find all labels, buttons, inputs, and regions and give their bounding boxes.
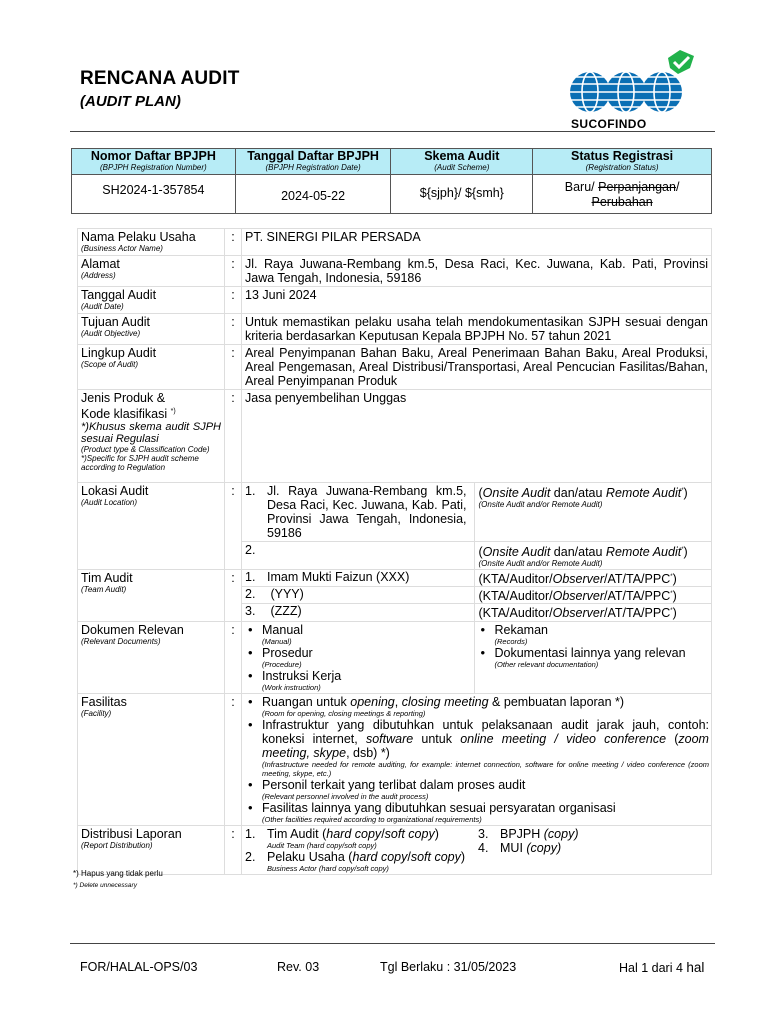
row-report-distribution: Distribusi Laporan (Report Distribution) : 1. Tim Audit (hard copy/soft copy) Audit Team (hard copy/soft copy) 2. Pelaku Usaha (hard copy/soft copy) Business Actor (hard copy/soft copy) 3. BPJPH (copy) 4. MUI (copy) xyxy=(78,825,712,874)
team-role-1: (KTA/Auditor/Observer/AT/TA/PPC*) xyxy=(474,570,711,587)
footer-divider xyxy=(70,943,715,944)
footer-revision: Rev. 03 xyxy=(277,960,320,974)
reg-scheme-value: ${sjph}/ ${smh} xyxy=(391,175,533,214)
page-title: RENCANA AUDIT xyxy=(80,68,240,89)
row-product-type: Jenis Produk & Kode klasifikasi *) *)Khusus skema audit SJPH sesuai Regulasi (Product type & Classification Code) *)Specific for SJPH audit scheme according to Regulation : Jasa penyembelihan Unggas xyxy=(78,390,712,483)
location-2-mode: (Onsite Audit dan/atau Remote Audit*) (Onsite Audit and/or Remote Audit) xyxy=(478,545,688,569)
row-audit-objective: Tujuan Audit (Audit Objective) : Untuk memastikan pelaku usaha telah mendokumentasikan SJPH sesuai dengan kriteria berdasarkan Keputusan Kepala BPJPH No. 57 tahun 2021 xyxy=(78,314,712,345)
team-role-3: (KTA/Auditor/Observer/AT/TA/PPC*) xyxy=(478,606,677,621)
team-member-2: 2. (YYY) xyxy=(242,587,474,604)
note-delete-en: *) Delete unnecessary xyxy=(73,882,137,889)
location-2: 2. xyxy=(242,542,474,570)
audit-objective-value: Untuk memastikan pelaku usaha telah mendokumentasikan SJPH sesuai dengan kriteria berdasarkan Keputusan Kepala BPJPH No. 57 tahun 2021 xyxy=(242,314,712,345)
row-address: Alamat (Address) : Jl. Raya Juwana-Rembang km.5, Desa Raci, Kec. Juwana, Kab. Pati, Provinsi Jawa Tengah, Indonesia, 59186 xyxy=(78,256,712,287)
audit-date-value: 13 Juni 2024 xyxy=(242,287,712,314)
reg-number-value: SH2024-1-357854 xyxy=(72,175,236,214)
audit-scope-value: Areal Penyimpanan Bahan Baku, Areal Penerimaan Bahan Baku, Areal Produksi, Areal Pengemasan, Areal Distribusi/Transportasi, Areal Pencucian Fasilitas/Bahan, Areal Penyimpanan Produk xyxy=(242,345,712,390)
facility-item-infrastructure: • Infrastruktur yang dibutuhkan untuk pelaksanaan audit jarak jauh, contoh: koneksi internet, software untuk online meeting / video conference (zoom meeting, skype, dsb) *) (Infrastructure needed for remote auditing, for example: internet connection, software for online meeting / video conference (zoom meeting, skype, etc.) xyxy=(244,718,709,778)
doc-item-records: • Rekaman (Records) xyxy=(477,623,710,646)
documents-right xyxy=(474,622,711,693)
team-member-1: 1. Imam Mukti Faizun (XXX) xyxy=(242,570,474,587)
footer-doc-code: FOR/HALAL-OPS/03 xyxy=(80,960,198,974)
distribution-left: 1. Tim Audit (hard copy/soft copy) Audit Team (hard copy/soft copy) 2. Pelaku Usaha (hard copy/soft copy) Business Actor (hard copy/soft copy) xyxy=(245,826,466,873)
row-audit-team: Tim Audit (Team Audit) : 1. Imam Mukti Faizun (XXX) (KTA/Auditor/Observer/AT/TA/PPC*) 2. (YYY) (KTA/Auditor/Observer/AT/TA/PPC*) 3. (ZZZ) (KTA/Auditor/Observer/AT/TA/PPC*) xyxy=(78,570,712,621)
documents-left xyxy=(242,622,474,693)
row-business-actor: Nama Pelaku Usaha (Business Actor Name) : PT. SINERGI PILAR PERSADA xyxy=(78,229,712,256)
doc-item-procedure: • Prosedur (Procedure) xyxy=(244,646,472,669)
reg-date-value: 2024-05-22 xyxy=(235,175,391,214)
address-value: Jl. Raya Juwana-Rembang km.5, Desa Raci, Kec. Juwana, Kab. Pati, Provinsi Jawa Tengah, Indonesia, 59186 xyxy=(242,256,712,287)
doc-item-manual: • Manual (Manual) xyxy=(244,623,472,646)
location-1: 1. Jl. Raya Juwana-Rembang km.5, Desa Raci, Kec. Juwana, Kab. Pati, Provinsi Jawa Tengah, Indonesia, 59186 xyxy=(242,483,474,542)
team-role-2: (KTA/Auditor/Observer/AT/TA/PPC*) xyxy=(474,587,711,604)
reg-header-status: Status Registrasi (Registration Status) xyxy=(533,149,712,175)
facility-item-personnel: • Personil terkait yang terlibat dalam proses audit (Relevant personnel involved in the audit process) xyxy=(244,778,709,801)
reg-header-scheme: Skema Audit (Audit Scheme) xyxy=(391,149,533,175)
distribution-right: 3. BPJPH (copy) 4. MUI (copy) xyxy=(478,826,579,855)
registration-table xyxy=(71,148,712,214)
row-audit-date: Tanggal Audit (Audit Date) : 13 Juni 2024 xyxy=(78,287,712,314)
row-facility: Fasilitas (Facility) : • Ruangan untuk opening, closing meeting & pembuatan laporan *) (Room for opening, closing meetings & reporting) • Infrastruktur yang dibutuhkan untuk pelaksanaan audit jarak jauh, contoh: koneksi internet, software untuk online meeting / video conference (zoom meeting, skype, dsb) *) (Infrastructure needed for remote auditing, for example: internet connection, software for online meeting / video conference (zoom meeting, skype, etc.) • Personil terkait yang terlibat dalam proses audit (Relevant personnel involved in the audit process) • Fasilitas lainnya yang dibutuhkan sesuai persyaratan organisasi (Other facilities required according to organizational requirements) xyxy=(78,693,712,825)
doc-item-work-instruction: • Instruksi Kerja (Work instruction) xyxy=(244,669,472,692)
reg-status-value: Baru/ Perpanjangan/ Perubahan xyxy=(533,175,712,214)
facility-item-room: • Ruangan untuk opening, closing meeting & pembuatan laporan *) (Room for opening, closing meetings & reporting) xyxy=(244,695,709,718)
product-type-value: Jasa penyembelihan Unggas xyxy=(242,390,712,483)
header-divider xyxy=(70,131,715,132)
note-delete-id: *) Hapus yang tidak perlu xyxy=(73,869,163,878)
team-member-3: 3. (ZZZ) xyxy=(242,604,474,621)
page-subtitle: (AUDIT PLAN) xyxy=(80,93,181,110)
doc-item-other: • Dokumentasi lainnya yang relevan (Other relevant documentation) xyxy=(477,646,710,669)
facility-item-other: • Fasilitas lainnya yang dibutuhkan sesuai persyaratan organisasi (Other facilities required according to organizational requirements) xyxy=(244,801,709,824)
row-relevant-documents: Dokumen Relevan (Relevant Documents) : • Manual (Manual) • Prosedur (Procedure) • Instruksi Kerja (Work instruction) • Rekaman (Records) • Dokumentasi lainnya yang relevan (Other relevant documentation) xyxy=(78,621,712,693)
logo-text: SUCOFINDO xyxy=(571,117,647,131)
reg-header-number: Nomor Daftar BPJPH (BPJPH Registration Number) xyxy=(72,149,236,175)
footer-effective-date: Tgl Berlaku : 31/05/2023 xyxy=(380,960,517,974)
location-1-mode: (Onsite Audit dan/atau Remote Audit*) (Onsite Audit and/or Remote Audit) xyxy=(474,483,711,542)
audit-plan-table xyxy=(77,228,712,875)
business-actor-value: PT. SINERGI PILAR PERSADA xyxy=(242,229,712,256)
row-audit-scope: Lingkup Audit (Scope of Audit) : Areal Penyimpanan Bahan Baku, Areal Penerimaan Bahan Baku, Areal Produksi, Areal Pengemasan, Areal Distribusi/Transportasi, Areal Pencucian Fasilitas/Bahan, Areal Penyimpanan Produk xyxy=(78,345,712,390)
footer-page-number: Hal 1 dari 4 hal xyxy=(619,960,705,975)
row-audit-location: Lokasi Audit (Audit Location) : 1. Jl. Raya Juwana-Rembang km.5, Desa Raci, Kec. Juwana, Kab. Pati, Provinsi Jawa Tengah, Indonesia, 59186 (Onsite Audit dan/atau Remote Audit*) (Onsite Audit and/or Remote Audit) 2. (Onsite Audit dan/atau Remote Audit*) (Onsite Audit and/or Remote Audit) xyxy=(78,483,712,570)
reg-header-date: Tanggal Daftar BPJPH (BPJPH Registration Date) xyxy=(235,149,391,175)
checkmark-icon xyxy=(668,50,694,74)
